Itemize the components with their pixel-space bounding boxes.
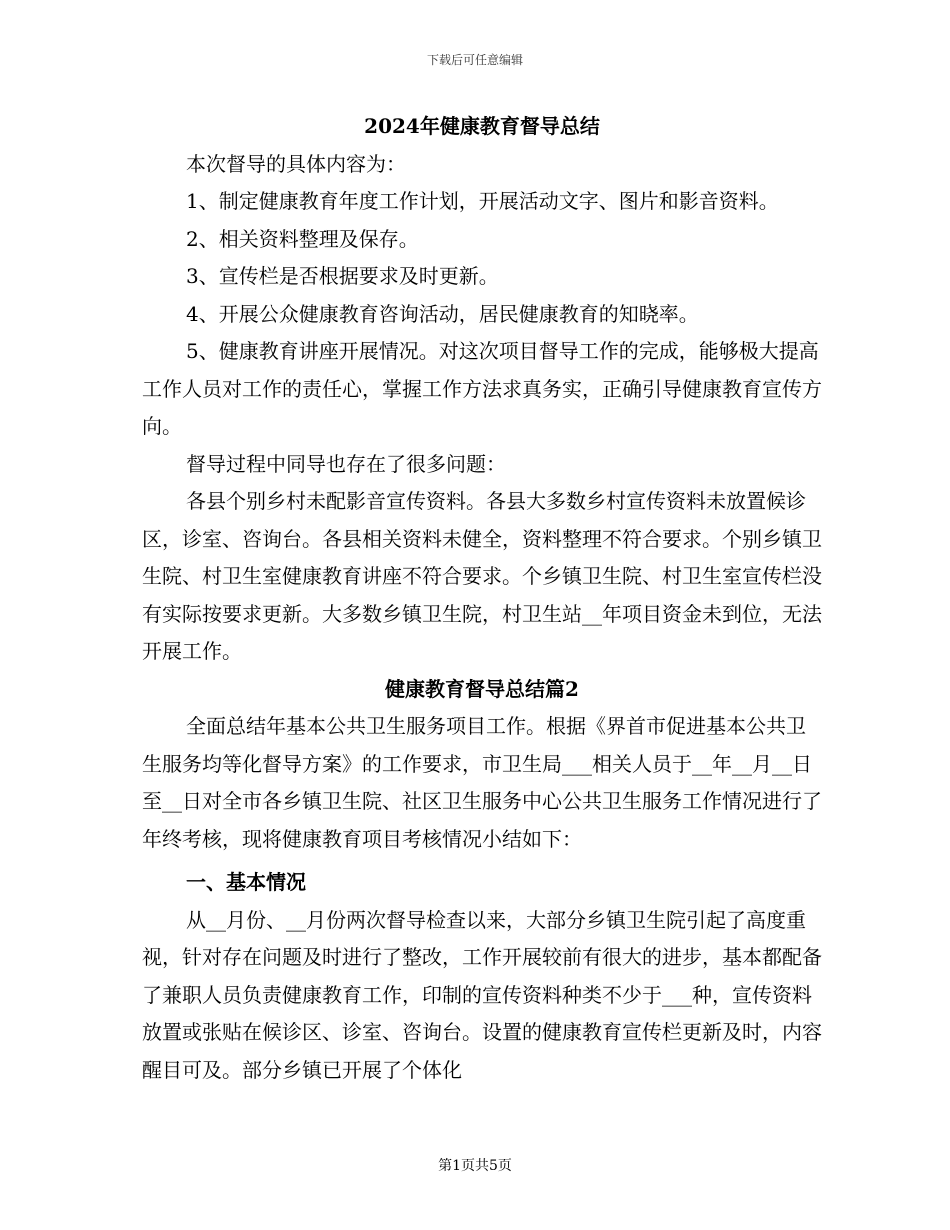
summary-paragraph: 全面总结年基本公共卫生服务项目工作。根据《界首市促进基本公共卫生服务均等化督导方案》的工作要求，市卫生局___相关人员于__年__月__日至__日对全市各乡镇卫生院、社区卫生服务中心公共卫生服务工作情况进行了年终考核，现将健康教育项目考核情况小结如下： [142,714,822,851]
basic-situation-paragraph: 从__月份、__月份两次督导检查以来，大部分乡镇卫生院引起了高度重视，针对存在问题及时进行了整改，工作开展较前有很大的进步，基本都配备了兼职人员负责健康教育工作，印制的宣传资料种类不少于___种，宣传资料放置或张贴在候诊区、诊室、咨询台。设置的健康教育宣传栏更新及时，内容醒目可及。部分乡镇已开展了个体化 [142,907,822,1082]
list-item: 5、健康教育讲座开展情况。对这次项目督导工作的完成，能够极大提高工作人员对工作的责任心，掌握工作方法求真务实，正确引导健康教育宣传方向。 [142,339,822,438]
section-subtitle: 健康教育督导总结篇2 [385,676,579,701]
list-item: 1、制定健康教育年度工作计划，开展活动文字、图片和影音资料。 [186,189,779,213]
problems-intro: 督导过程中同导也存在了很多问题： [186,451,506,476]
document-body [142,108,822,1089]
section-heading: 一、基本情况 [186,870,306,894]
list-item: 3、宣传栏是否根据要求及时更新。 [186,264,499,288]
list-item: 4、开展公众健康教育咨询活动，居民健康教育的知晓率。 [186,301,699,326]
intro-paragraph: 本次督导的具体内容为： [186,151,406,176]
page-number: 第1页共5页 [438,1158,512,1174]
problems-paragraph: 各县个别乡村未配影音宣传资料。各县大多数乡村宣传资料未放置候诊区，诊室、咨询台。各县相关资料未健全，资料整理不符合要求。个别乡镇卫生院、村卫生室健康教育讲座不符合要求。个乡镇卫生院、村卫生室宣传栏没有实际按要求更新。大多数乡镇卫生院，村卫生站__年项目资金未到位，无法开展工作。 [142,489,822,663]
header-note: 下载后可任意编辑 [426,53,523,67]
list-item: 2、相关资料整理及保存。 [186,226,419,251]
document-title: 2024年健康教育督导总结 [364,114,600,138]
